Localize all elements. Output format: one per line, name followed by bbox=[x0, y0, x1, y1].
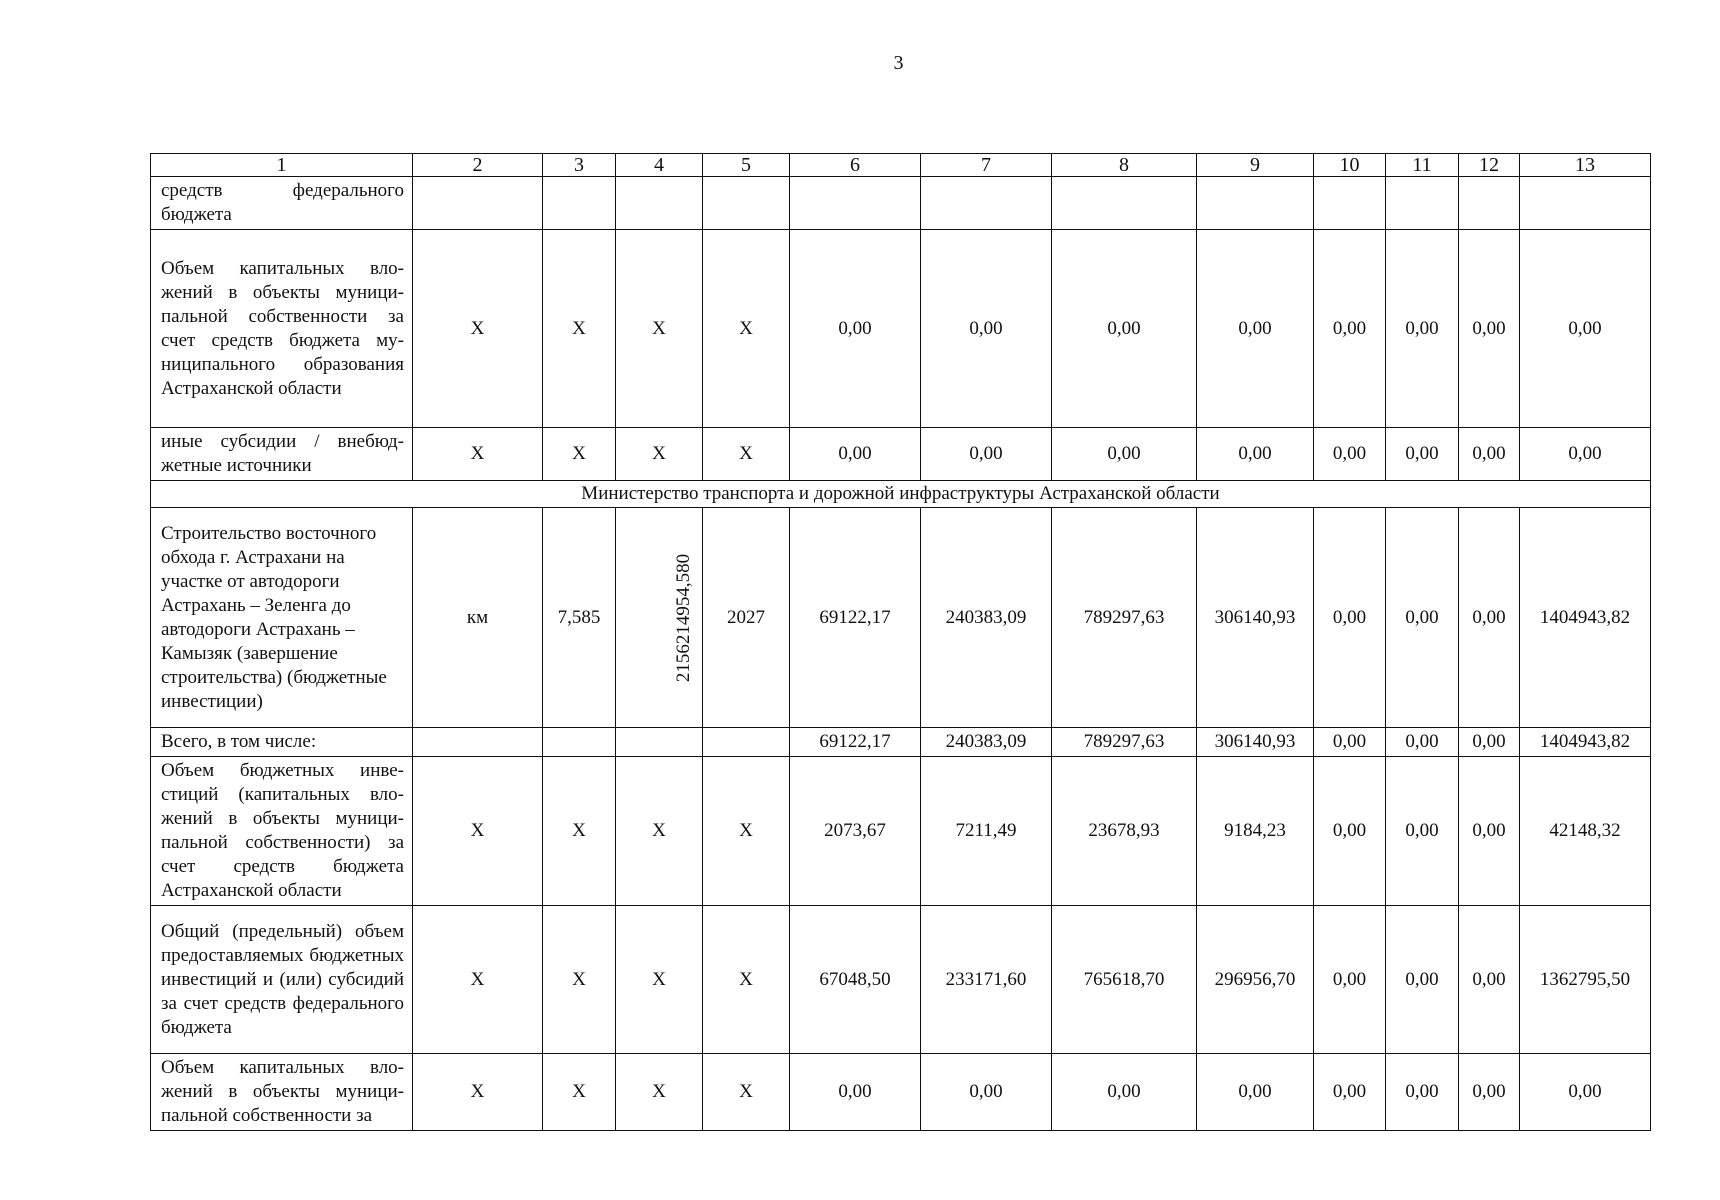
table-cell bbox=[543, 728, 616, 757]
value-cell: 69122,17 bbox=[790, 508, 921, 728]
table-cell: 0,00 bbox=[1197, 230, 1314, 428]
total-value: 789297,63 bbox=[1052, 728, 1197, 757]
table-cell: 0,00 bbox=[1459, 757, 1520, 906]
table-row bbox=[151, 177, 1651, 230]
table-cell: 0,00 bbox=[1314, 906, 1386, 1054]
table-cell: 0,00 bbox=[790, 1054, 921, 1131]
project-row bbox=[151, 508, 1651, 728]
column-number: 3 bbox=[543, 154, 616, 177]
table-cell: 0,00 bbox=[1314, 230, 1386, 428]
table-cell: 0,00 bbox=[1459, 906, 1520, 1054]
table-cell: 0,00 bbox=[1314, 428, 1386, 481]
table-row bbox=[151, 428, 1651, 481]
budget-table bbox=[150, 153, 1651, 1131]
table-cell bbox=[790, 177, 921, 230]
table-cell: 0,00 bbox=[1520, 230, 1651, 428]
table-cell: Х bbox=[413, 230, 543, 428]
table-cell: Х bbox=[616, 230, 703, 428]
table-cell: 2073,67 bbox=[790, 757, 921, 906]
table-cell: 0,00 bbox=[1520, 1054, 1651, 1131]
table-cell: Х bbox=[543, 757, 616, 906]
table-cell bbox=[703, 177, 790, 230]
column-number-row bbox=[151, 154, 1651, 177]
table-cell: Х bbox=[543, 1054, 616, 1131]
table-cell bbox=[921, 177, 1052, 230]
column-number: 1 bbox=[151, 154, 413, 177]
row-description: Объем капитальных вложений в объекты муниципальной собственности за счет средств бюджета муниципального образования Астраханской области bbox=[151, 230, 413, 428]
table-cell: 0,00 bbox=[1459, 230, 1520, 428]
value-cell: 240383,09 bbox=[921, 508, 1052, 728]
row-description: Общий (предельный) объем предоставляемых бюджетных инвестиций и (или) субсидий за счет средств федерального бюджета bbox=[151, 906, 413, 1054]
table-row bbox=[151, 757, 1651, 906]
column-number: 9 bbox=[1197, 154, 1314, 177]
table-cell: Х bbox=[543, 230, 616, 428]
cost-vertical-text: 2156214954,580 bbox=[673, 553, 695, 682]
table-cell bbox=[1459, 177, 1520, 230]
table-cell bbox=[1052, 177, 1197, 230]
section-row bbox=[151, 481, 1651, 508]
unit-cell: км bbox=[413, 508, 543, 728]
table-cell: 0,00 bbox=[1386, 230, 1459, 428]
column-number: 5 bbox=[703, 154, 790, 177]
total-value: 240383,09 bbox=[921, 728, 1052, 757]
capacity-cell: 7,585 bbox=[543, 508, 616, 728]
total-label: Всего, в том числе: bbox=[151, 728, 413, 757]
column-number: 4 bbox=[616, 154, 703, 177]
table-cell bbox=[543, 177, 616, 230]
table-cell: 765618,70 bbox=[1052, 906, 1197, 1054]
table-row bbox=[151, 1054, 1651, 1131]
table-cell bbox=[1386, 177, 1459, 230]
table-cell bbox=[413, 728, 543, 757]
table-cell: 0,00 bbox=[1197, 428, 1314, 481]
table-cell: Х bbox=[703, 428, 790, 481]
table-cell bbox=[616, 177, 703, 230]
value-cell: 1404943,82 bbox=[1520, 508, 1651, 728]
table-cell: 1362795,50 bbox=[1520, 906, 1651, 1054]
row-description: средств федерального бюджета bbox=[151, 177, 413, 230]
table-cell: Х bbox=[413, 906, 543, 1054]
table-cell: 0,00 bbox=[1386, 906, 1459, 1054]
project-description: Строительство восточного обхода г. Астрахани на участке от автодороги Астрахань – Зеленга до автодороги Астрахань – Камызяк (завершение строительства) (бюджетные инвестиции) bbox=[151, 508, 413, 728]
column-number: 8 bbox=[1052, 154, 1197, 177]
table-cell: 0,00 bbox=[1459, 1054, 1520, 1131]
table-cell bbox=[413, 177, 543, 230]
table-cell: 0,00 bbox=[1314, 1054, 1386, 1131]
table-cell bbox=[703, 728, 790, 757]
table-cell: Х bbox=[616, 906, 703, 1054]
total-value: 0,00 bbox=[1459, 728, 1520, 757]
total-value: 1404943,82 bbox=[1520, 728, 1651, 757]
table-cell: 42148,32 bbox=[1520, 757, 1651, 906]
table-cell: Х bbox=[543, 906, 616, 1054]
row-description: Объем капитальных вложений в объекты муниципальной собственности за bbox=[151, 1054, 413, 1131]
row-description: иные субсидии / внебюджетные источники bbox=[151, 428, 413, 481]
column-number: 11 bbox=[1386, 154, 1459, 177]
table-cell: Х bbox=[413, 757, 543, 906]
table-cell bbox=[1520, 177, 1651, 230]
table-cell: Х bbox=[703, 1054, 790, 1131]
table-row bbox=[151, 230, 1651, 428]
column-number: 6 bbox=[790, 154, 921, 177]
column-number: 10 bbox=[1314, 154, 1386, 177]
table-cell: Х bbox=[703, 230, 790, 428]
table-cell: 0,00 bbox=[921, 1054, 1052, 1131]
table-cell: Х bbox=[543, 428, 616, 481]
table-cell: 0,00 bbox=[1314, 757, 1386, 906]
table-cell: 9184,23 bbox=[1197, 757, 1314, 906]
page-number: 3 bbox=[893, 52, 904, 74]
table-cell: Х bbox=[703, 757, 790, 906]
table-row bbox=[151, 906, 1651, 1054]
table-cell: 67048,50 bbox=[790, 906, 921, 1054]
total-value: 0,00 bbox=[1386, 728, 1459, 757]
value-cell: 0,00 bbox=[1314, 508, 1386, 728]
section-title: Министерство транспорта и дорожной инфраструктуры Астраханской области bbox=[151, 481, 1651, 508]
table-cell: Х bbox=[413, 1054, 543, 1131]
table-cell: 0,00 bbox=[921, 230, 1052, 428]
table-cell: 0,00 bbox=[1386, 1054, 1459, 1131]
table-cell: Х bbox=[616, 757, 703, 906]
total-value: 306140,93 bbox=[1197, 728, 1314, 757]
table-cell: Х bbox=[616, 1054, 703, 1131]
table-cell: 0,00 bbox=[921, 428, 1052, 481]
table-cell: 0,00 bbox=[790, 428, 921, 481]
value-cell: 0,00 bbox=[1459, 508, 1520, 728]
table-cell: 0,00 bbox=[1459, 428, 1520, 481]
table-cell: 0,00 bbox=[1386, 757, 1459, 906]
table-cell: 296956,70 bbox=[1197, 906, 1314, 1054]
value-cell: 306140,93 bbox=[1197, 508, 1314, 728]
column-number: 7 bbox=[921, 154, 1052, 177]
table-cell: 7211,49 bbox=[921, 757, 1052, 906]
value-cell: 0,00 bbox=[1386, 508, 1459, 728]
table-cell: 0,00 bbox=[1052, 230, 1197, 428]
table-cell bbox=[1314, 177, 1386, 230]
column-number: 2 bbox=[413, 154, 543, 177]
total-value: 69122,17 bbox=[790, 728, 921, 757]
column-number: 12 bbox=[1459, 154, 1520, 177]
table-cell: 0,00 bbox=[1520, 428, 1651, 481]
column-number: 13 bbox=[1520, 154, 1651, 177]
table-cell: 0,00 bbox=[790, 230, 921, 428]
table-cell: Х bbox=[413, 428, 543, 481]
total-value: 0,00 bbox=[1314, 728, 1386, 757]
table-cell bbox=[1197, 177, 1314, 230]
table-cell: 0,00 bbox=[1052, 1054, 1197, 1131]
row-description: Объем бюджетных инвестиций (капитальных вложений в объекты муниципальной собственности) за счет средств бюджета Астраханской области bbox=[151, 757, 413, 906]
year-cell: 2027 bbox=[703, 508, 790, 728]
cost-cell bbox=[616, 508, 703, 728]
table-cell: 0,00 bbox=[1386, 428, 1459, 481]
table-cell: 23678,93 bbox=[1052, 757, 1197, 906]
table-cell: 233171,60 bbox=[921, 906, 1052, 1054]
value-cell: 789297,63 bbox=[1052, 508, 1197, 728]
table-cell bbox=[616, 728, 703, 757]
table-cell: Х bbox=[616, 428, 703, 481]
table-cell: 0,00 bbox=[1052, 428, 1197, 481]
total-row bbox=[151, 728, 1651, 757]
table-cell: Х bbox=[703, 906, 790, 1054]
table-cell: 0,00 bbox=[1197, 1054, 1314, 1131]
